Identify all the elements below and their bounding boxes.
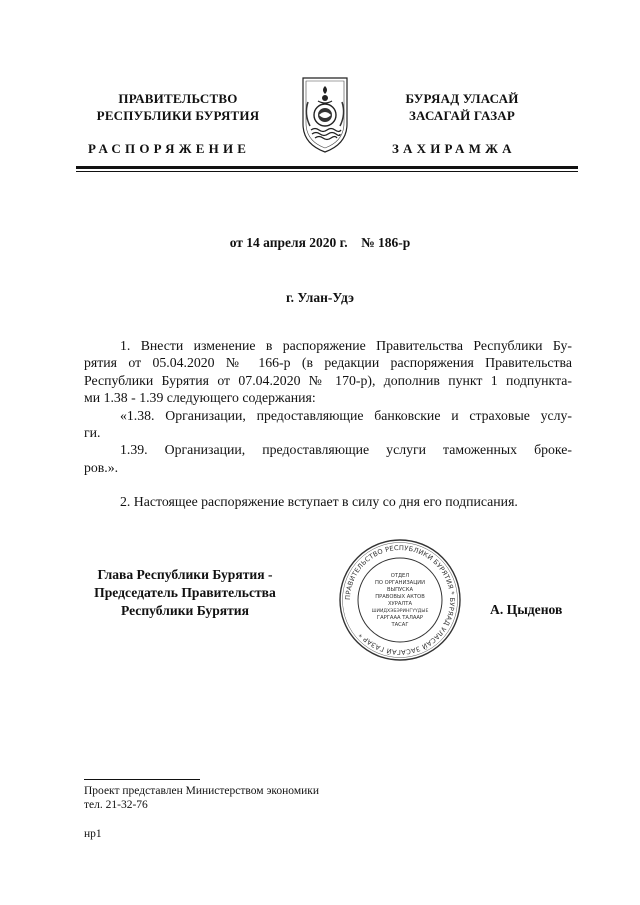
body-line: рятия от 05.04.2020 № 166-р (в редакции распоряжения Правительства <box>84 355 572 371</box>
signatory-title-line1: Глава Республики Бурятия - <box>97 567 273 582</box>
footer-divider <box>84 779 200 780</box>
buryatia-emblem-icon <box>299 72 351 154</box>
body-line: ров.». <box>84 459 119 475</box>
signatory-name: А. Цыденов <box>490 602 563 617</box>
header-right-line2: ЗАСАГАЙ ГАЗАР <box>408 108 516 123</box>
seal-center-line: ШИИДХЭБЭРИНГҮҮДЫЕ <box>371 609 429 614</box>
header-right-block <box>362 90 562 124</box>
footer-line2: тел. 21-32-76 <box>84 798 148 811</box>
seal-center-line: ПО ОРГАНИЗАЦИИ <box>374 580 426 586</box>
body-paragraph-2: 2. Настоящее распоряжение вступает в силу со дня его подписания. <box>120 494 518 510</box>
seal-center-line: ТАСАГ <box>391 622 409 628</box>
body-line: ми 1.38 - 1.39 следующего содержания: <box>84 390 316 406</box>
seal-ring-text: ПРАВИТЕЛЬСТВО РЕСПУБЛИКИ БУРЯТИЯ * БУРЯАД УЛАСАЙ ЗАСАГАЙ ГАЗАР * <box>343 543 457 657</box>
header-divider-thick <box>76 166 578 169</box>
footer-note <box>84 785 319 812</box>
document-body <box>84 337 572 511</box>
header-right-line1: БУРЯАД УЛАСАЙ <box>405 91 519 106</box>
body-line: «1.38. Организации, предоставляющие банковские и страховые услу- <box>120 407 572 423</box>
seal-center-line: ХУРАЛТА <box>387 601 413 607</box>
seal-center-line: ПРАВОВЫХ АКТОВ <box>375 594 425 600</box>
signatory-title-line2: Председатель Правительства <box>94 585 276 600</box>
seal-center-line: ВЫПУСКА <box>386 587 414 593</box>
doc-type-left: РАСПОРЯЖЕНИЕ <box>88 141 251 156</box>
signatory-title-line3: Республики Бурятия <box>120 603 249 618</box>
body-line: Республики Бурятия от 07.04.2020 № 170-р), дополнив пункт 1 подпункта- <box>84 372 572 388</box>
seal-center-line: ОТДЕЛ <box>390 573 410 579</box>
document-date: от 14 апреля 2020 г. <box>229 235 348 250</box>
doc-type-right: ЗАХИРАМЖА <box>392 141 516 156</box>
footer-code: нр1 <box>84 828 102 840</box>
signatory-title <box>70 566 300 620</box>
document-number: № 186-р <box>361 235 411 250</box>
footer-line1: Проект представлен Министерством экономики <box>84 785 320 797</box>
header-left-line2: РЕСПУБЛИКИ БУРЯТИЯ <box>96 108 260 123</box>
body-line: ги. <box>84 425 101 441</box>
header-left-line1: ПРАВИТЕЛЬСТВО <box>118 91 238 106</box>
header-divider-thin <box>76 171 578 172</box>
document-city: г. Улан-Удэ <box>286 290 354 305</box>
document-date-number <box>0 235 640 251</box>
official-seal-icon <box>337 537 463 663</box>
body-line: 1.39. Организации, предоставляющие услуги таможенных броке- <box>120 442 572 458</box>
header-left-block <box>78 90 278 124</box>
body-line: 1. Внести изменение в распоряжение Правительства Республики Бу- <box>120 338 572 353</box>
seal-center-line: ГАРГААА ТАЛААР <box>376 615 424 621</box>
